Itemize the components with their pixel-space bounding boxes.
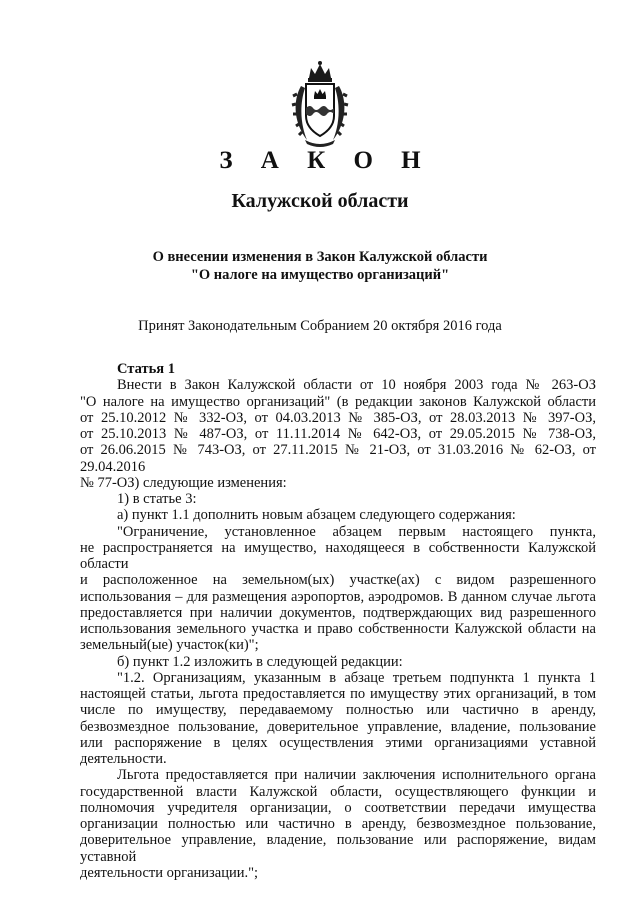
article-text-line: "Ограничение, установленное абзацем первым настоящего пункта, xyxy=(117,523,596,540)
article-text-line: "О налоге на имущество организаций" (в редакции законов Калужской области xyxy=(80,393,596,410)
article-text-line: организации полностью или частично в аренду, безвозмездное пользование, xyxy=(80,816,596,832)
law-heading-line-2: "О налоге на имущество организаций" xyxy=(190,267,450,283)
adoption-statement: Принят Законодательным Собранием 20 октября 2016 года xyxy=(138,318,502,334)
article-body xyxy=(80,361,596,881)
article-text-line: № 77-ОЗ) следующие изменения: xyxy=(80,474,287,491)
kaluga-coat-of-arms-icon xyxy=(291,60,349,148)
law-title: З А К О Н xyxy=(219,147,432,174)
article-text-line: использования земельного участка и право собственности Калужской области на xyxy=(80,621,596,637)
article-lines xyxy=(80,377,596,881)
article-text-line: Внести в Закон Калужской области от 10 ноября 2003 года № 263-ОЗ xyxy=(117,377,596,394)
article-text-line: или распоряжение в целях осуществления этими организациями уставной xyxy=(80,734,596,751)
article-text-line: "1.2. Организациям, указанным в абзаце третьем подпункта 1 пункта 1 xyxy=(117,669,596,686)
article-text-line: безвозмездное пользование, доверительное управление, владение, пользование xyxy=(80,718,596,735)
article-text-line: числе по имуществу, передаваемому полностью или частично в аренду, xyxy=(80,702,596,719)
article-text-line: настоящей статьи, льгота предоставляется по имуществу этих организаций, в том xyxy=(80,686,596,702)
article-text-line: Льгота предоставляется при наличии заключения исполнительного органа xyxy=(117,767,596,784)
article-text-line: а) пункт 1.1 дополнить новым абзацем следующего содержания: xyxy=(117,507,516,524)
article-text-line: полномочия учредителя организации, о соответствии передачи имущества xyxy=(80,799,596,816)
article-text-line: не распространяется на имущество, находящееся в собственности Калужской области xyxy=(80,539,596,572)
article-text-line: от 25.10.2013 № 487-ОЗ, от 11.11.2014 № 642-ОЗ, от 29.05.2015 № 738-ОЗ, xyxy=(80,426,596,442)
article-text-line: деятельности. xyxy=(80,751,167,767)
law-heading xyxy=(0,248,640,284)
article-text-line: доверительное управление, владение, пользование или распоряжение, видам уставной xyxy=(80,832,596,865)
article-text-line: б) пункт 1.2 изложить в следующей редакции: xyxy=(117,653,403,670)
region-subtitle: Калужской области xyxy=(231,190,409,212)
article-text-line: от 25.10.2012 № 332-ОЗ, от 04.03.2013 № 385-ОЗ, от 28.03.2013 № 397-ОЗ, xyxy=(80,409,596,426)
article-text-line: государственной власти Калужской области, осуществляющего функции и xyxy=(80,783,596,800)
article-text-line: от 26.06.2015 № 743-ОЗ, от 27.11.2015 № 21-ОЗ, от 31.03.2016 № 62-ОЗ, от 29.04.2016 xyxy=(80,442,596,475)
article-text-line: 1) в статье 3: xyxy=(117,491,197,507)
article-text-line: предоставляется при наличии документов, подтверждающих вид разрешенного xyxy=(80,604,596,621)
article-text-line: использования – для размещения аэропортов, аэродромов. В данном случае льгота xyxy=(80,588,596,605)
article-title: Статья 1 xyxy=(117,361,175,377)
article-text-line: деятельности организации."; xyxy=(80,864,259,881)
law-heading-line-1: О внесении изменения в Закон Калужской области xyxy=(152,249,488,265)
article-text-line: земельный(ые) участок(ки)"; xyxy=(80,637,259,654)
article-text-line: и расположенное на земельном(ых) участке(ах) с видом разрешенного xyxy=(80,572,596,589)
